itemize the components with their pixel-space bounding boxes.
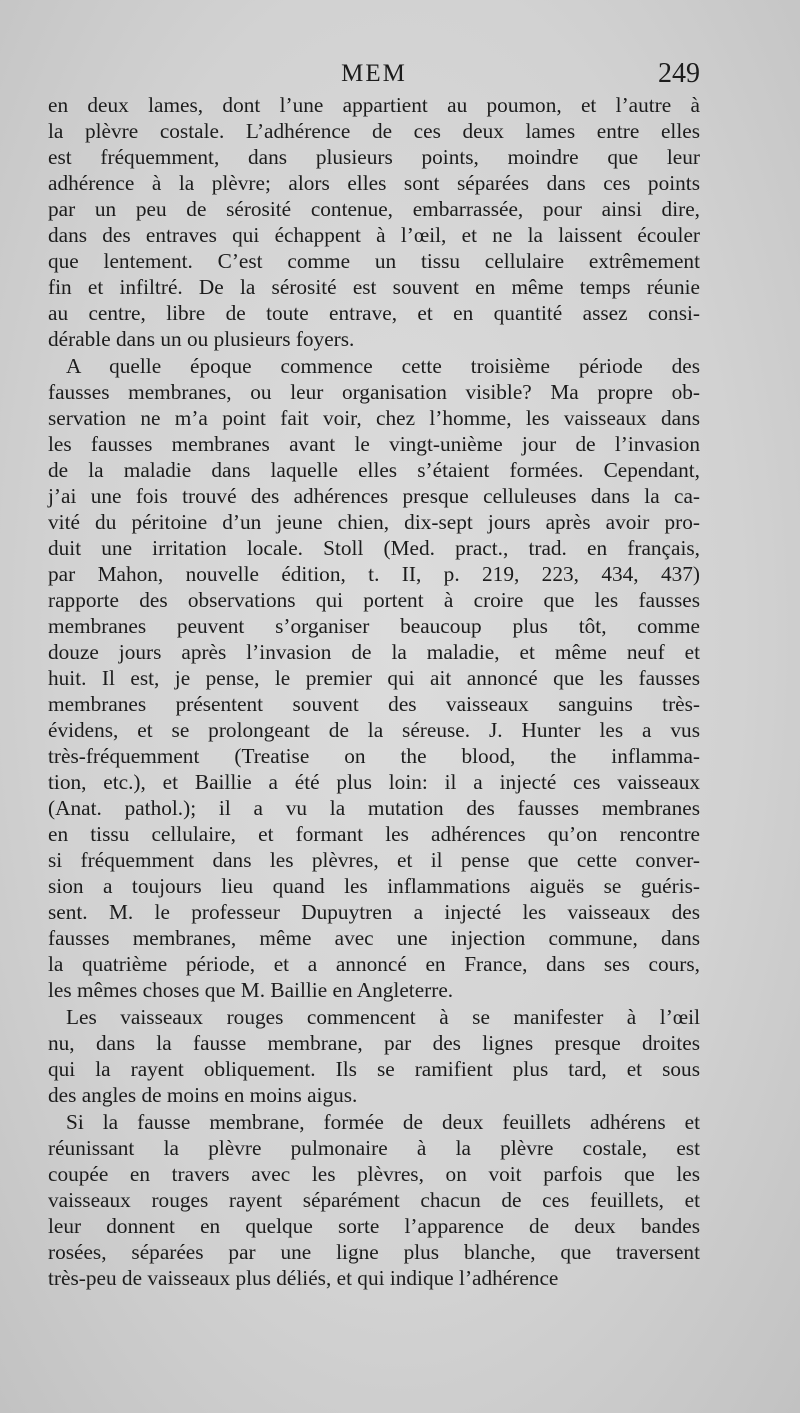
paragraph (48, 1004, 700, 1108)
running-head-title: MEM (341, 60, 407, 87)
text-line: par Mahon, nouvelle édition, t. II, p. 219, 223, 434, 437) (48, 562, 700, 586)
text-line: en tissu cellulaire, et formant les adhérences qu’on rencontre (48, 822, 700, 846)
text-line: A quelle époque commence cette troisième période des (66, 354, 700, 378)
text-line: vaisseaux rouges rayent séparément chacun de ces feuillets, et (48, 1188, 700, 1212)
text-line: membranes présentent souvent des vaisseaux sanguins très- (48, 692, 700, 716)
text-line: dans des entraves qui échappent à l’œil, et ne la laissent écouler (48, 223, 700, 247)
text-line: sion a toujours lieu quand les inflammations aiguës se guéris- (48, 874, 700, 898)
text-line: est fréquemment, dans plusieurs points, moindre que leur (48, 145, 700, 169)
text-line: duit une irritation locale. Stoll (Med. pract., trad. en français, (48, 536, 700, 560)
text-line: (Anat. pathol.); il a vu la mutation des fausses membranes (48, 796, 700, 820)
text-line: évidens, et se prolongeant de la séreuse. J. Hunter les a vus (48, 718, 700, 742)
text-line: servation ne m’a point fait voir, chez l’homme, les vaisseaux dans (48, 406, 700, 430)
text-line: fausses membranes, ou leur organisation visible? Ma propre ob- (48, 380, 700, 404)
text-line: réunissant la plèvre pulmonaire à la plèvre costale, est (48, 1136, 700, 1160)
text-line: si fréquemment dans les plèvres, et il pense que cette conver- (48, 848, 700, 872)
text-line: adhérence à la plèvre; alors elles sont séparées dans ces points (48, 171, 700, 195)
text-line: rapporte des observations qui portent à croire que les fausses (48, 588, 700, 612)
paragraph (48, 353, 700, 1003)
text-line: membranes peuvent s’organiser beaucoup plus tôt, comme (48, 614, 700, 638)
text-line: au centre, libre de toute entrave, et en quantité assez consi- (48, 301, 700, 325)
page-number: 249 (658, 58, 700, 89)
text-line: douze jours après l’invasion de la maladie, et même neuf et (48, 640, 700, 664)
text-line: que lentement. C’est comme un tissu cellulaire extrêmement (48, 249, 700, 273)
text-line: rosées, séparées par une ligne plus blanche, que traversent (48, 1240, 700, 1264)
text-line: sent. M. le professeur Dupuytren a injecté les vaisseaux des (48, 900, 700, 924)
text-line: de la maladie dans laquelle elles s’étaient formées. Cependant, (48, 458, 700, 482)
text-line: leur donnent en quelque sorte l’apparence de deux bandes (48, 1214, 700, 1238)
text-line: huit. Il est, je pense, le premier qui ait annoncé que les fausses (48, 666, 700, 690)
paragraph (48, 1109, 700, 1291)
text-line: j’ai une fois trouvé des adhérences presque celluleuses dans la ca- (48, 484, 700, 508)
text-line: la quatrième période, et a annoncé en France, dans ses cours, (48, 952, 700, 976)
text-line: Si la fausse membrane, formée de deux feuillets adhérens et (66, 1110, 700, 1134)
text-line: dérable dans un ou plusieurs foyers. (48, 327, 355, 351)
text-line: des angles de moins en moins aigus. (48, 1083, 358, 1107)
text-line: fin et infiltré. De la sérosité est souvent en même temps réunie (48, 275, 700, 299)
running-head (48, 58, 700, 94)
text-line: les mêmes choses que M. Baillie en Angleterre. (48, 978, 454, 1002)
text-line: les fausses membranes avant le vingt-unième jour de l’invasion (48, 432, 700, 456)
text-line: tion, etc.), et Baillie a été plus loin: il a injecté ces vaisseaux (48, 770, 700, 794)
text-line: la plèvre costale. L’adhérence de ces deux lames entre elles (48, 119, 700, 143)
text-line: fausses membranes, même avec une injection commune, dans (48, 926, 700, 950)
text-line: Les vaisseaux rouges commencent à se manifester à l’œil (66, 1005, 700, 1029)
text-line: par un peu de sérosité contenue, embarrassée, pour ainsi dire, (48, 197, 700, 221)
body-text (48, 92, 700, 1291)
text-line: très-peu de vaisseaux plus déliés, et qui indique l’adhérence (48, 1266, 559, 1290)
text-line: coupée en travers avec les plèvres, on voit parfois que les (48, 1162, 700, 1186)
text-line: très-fréquemment (Treatise on the blood, the inflamma- (48, 744, 700, 768)
text-line: vité du péritoine d’un jeune chien, dix-sept jours après avoir pro- (48, 510, 700, 534)
text-line: qui la rayent obliquement. Ils se ramifient plus tard, et sous (48, 1057, 700, 1081)
text-line: en deux lames, dont l’une appartient au poumon, et l’autre à (48, 93, 700, 117)
text-line: nu, dans la fausse membrane, par des lignes presque droites (48, 1031, 700, 1055)
paragraph (48, 92, 700, 352)
